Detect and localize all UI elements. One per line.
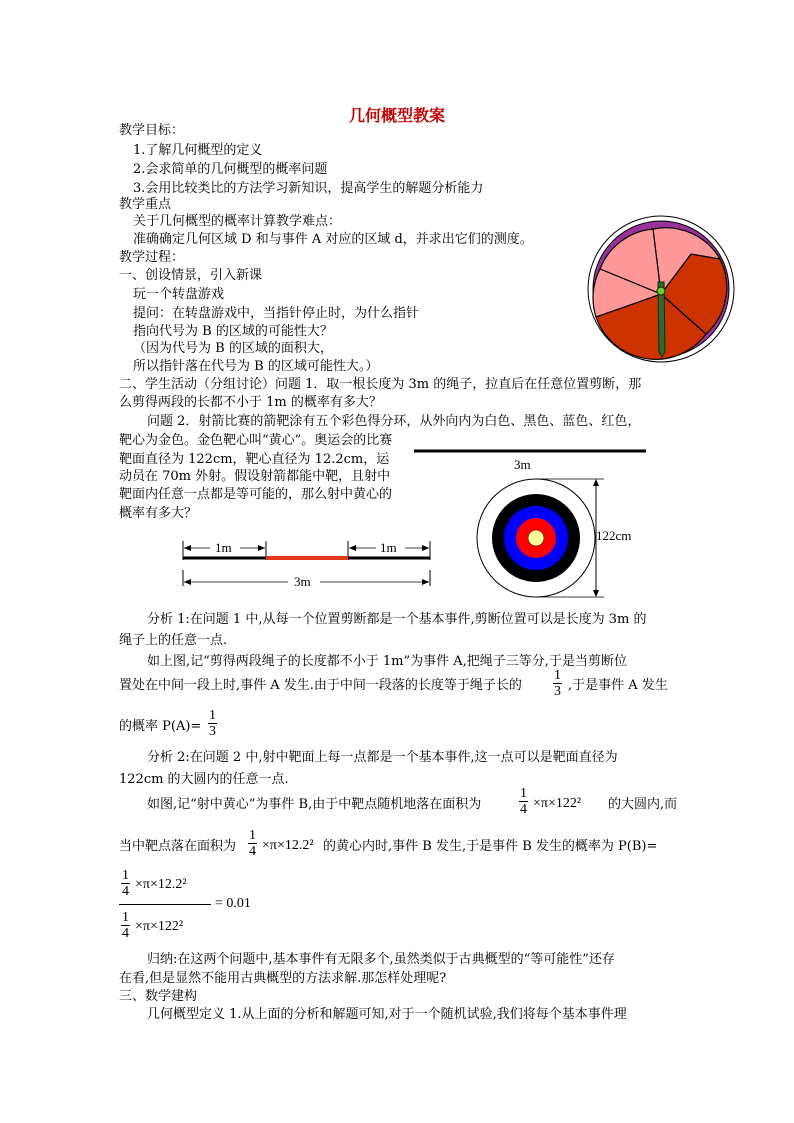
text-line: 分析 2:在问题 2 中,射中靶面上每一点都是一个基本事件,这一点可以是靶面直径为 [147, 750, 618, 765]
text-line: 1.了解几何概型的定义 [133, 143, 263, 158]
formula-numerator-area: ×π×12.2² [135, 877, 187, 892]
formula-result: = 0.01 [215, 896, 251, 911]
text-line: ,于是事件 A 发生 [568, 678, 668, 693]
rope-right-third-label: 1m [380, 540, 397, 555]
rope-left-third-label: 1m [215, 540, 232, 555]
text-line: 教学目标： [119, 123, 185, 138]
page-title: 几何概型教案 [348, 106, 445, 125]
text-line: 所以指针落在代号为 B 的区域可能性大。） [133, 359, 379, 374]
small-circle-area: ×π×12.2² [262, 838, 314, 853]
text-line: 几何概型定义 1.从上面的分析和解题可知,对于一个随机试验,我们将每个基本事件理 [147, 1007, 627, 1022]
target-figure [474, 478, 654, 603]
fraction-one-third: $\frac{1}{3}$ [554, 668, 561, 699]
text-line: 关于几何概型的概率计算教学难点： [133, 214, 342, 229]
text-line: 靶面内任意一点都是等可能的，那么射中黄心的 [119, 487, 393, 502]
text-line: 归纳:在这两个问题中,基本事件有无限多个,虽然类似于古典概型的“等可能性”还存 [147, 952, 615, 967]
text-line: 提问：在转盘游戏中，当指针停止时，为什么指针 [133, 306, 420, 321]
text-line: 问题 2．射箭比赛的箭靶涂有五个彩色得分环，从外向内为白色、黑色、蓝色、红色， [147, 414, 641, 429]
fraction-quarter-big: $\frac{1}{4}$ [520, 786, 527, 817]
text-line: 准确确定几何区域 D 和与事件 A 对应的区域 d，并求出它们的测度。 [133, 232, 533, 247]
rope-thirds-figure [178, 540, 438, 590]
target-diameter-label: 122cm [596, 528, 632, 543]
text-line: 122cm 的大圆内的任意一点. [119, 772, 289, 787]
text-line: 概率有多大？ [119, 506, 198, 521]
text-line: （因为代号为 B 的区域的面积大， [133, 341, 333, 356]
bullseye-gold [528, 530, 544, 546]
text-line: 玩一个转盘游戏 [133, 287, 225, 302]
text-line: 一、创设情景，引入新课 [119, 268, 263, 283]
fraction-quarter-small: $\frac{1}{4}$ [249, 828, 256, 859]
text-line: 绳子上的任意一点. [119, 633, 228, 648]
text-line: 么剪得两段的长都不小于 1m 的概率有多大？ [119, 395, 382, 410]
text-line: 置处在中间一段上时,事件 A 发生.由于中间一段落的长度等于绳子长的 [119, 678, 522, 693]
text-line: 的概率 P(A)= [119, 719, 202, 734]
formula-den-quarter: $\frac{1}{4}$ [122, 910, 129, 941]
text-line: 如图,记“射中黄心”为事件 B,由于中靶点随机地落在面积为 [147, 797, 482, 812]
text-line: 三、数学建构 [119, 989, 198, 1004]
text-line: 分析 1:在问题 1 中,从每一个位置剪断都是一个基本事件,剪断位置可以是长度为 3m 的 [147, 612, 647, 627]
text-line: 指向代号为 B 的区域的可能性大？ [133, 324, 333, 339]
text-line: 在看,但是显然不能用古典概型的方法求解.那怎样处理呢? [119, 971, 447, 986]
text-line: 3.会用比较类比的方法学习新知识，提高学生的解题分析能力 [133, 181, 484, 196]
text-line: 靶心为金色。金色靶心叫“黄心”。奥运会的比赛 [119, 433, 393, 448]
text-line: 动员在 70m 外射。假设射箭都能中靶，且射中 [119, 469, 391, 484]
fraction-pa: $\frac{1}{3}$ [209, 708, 216, 739]
text-line: 教学过程： [119, 250, 185, 265]
rope-long-label: 3m [514, 457, 531, 472]
text-line: 二、学生活动（分组讨论）问题 1．取一根长度为 3m 的绳子，拉直后在任意位置剪断，那 [119, 377, 642, 392]
text-line: 当中靶点落在面积为 [119, 839, 237, 854]
text-line: 的大圆内,而 [608, 797, 678, 812]
rope-long-figure [412, 445, 652, 475]
text-line: 靶面直径为 122cm，靶心直径为 12.2cm，运 [119, 452, 390, 467]
rope-total-label: 3m [294, 574, 311, 589]
text-line: 教学重点 [119, 197, 172, 212]
text-line: 2.会求简单的几何概型的概率问题 [133, 162, 328, 177]
text-line: 如上图,记“剪得两段绳子的长度都不小于 1m”为事件 A,把绳子三等分,于是当剪断位 [147, 654, 627, 669]
spinner-figure [586, 214, 736, 364]
formula-denominator-area: ×π×122² [135, 919, 184, 934]
big-circle-area: ×π×122² [533, 796, 582, 811]
probability-b-formula [119, 868, 319, 946]
text-line: 的黄心内时,事件 B 发生,于是事件 B 发生的概率为 P(B)= [323, 839, 658, 854]
formula-num-quarter: $\frac{1}{4}$ [122, 868, 129, 899]
